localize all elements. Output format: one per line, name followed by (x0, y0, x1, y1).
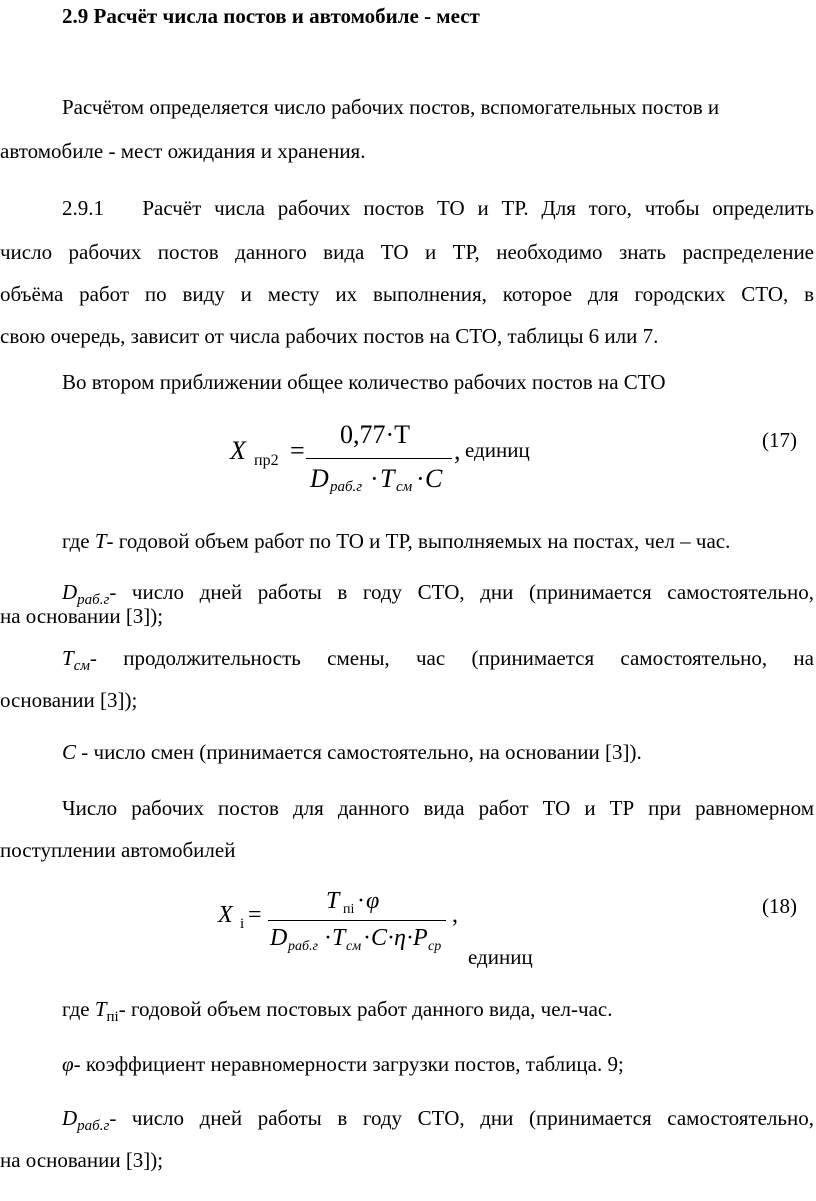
f17-den-C: C (425, 464, 443, 493)
f18-lhs-var: X (218, 902, 233, 928)
where17-D-sub: раб.г (77, 592, 110, 608)
f18-number: (18) (762, 894, 797, 918)
f18-num-T: T (326, 888, 340, 914)
f18-den-C: C (371, 925, 388, 951)
intro-line-1: Расчётом определяется число рабочих постов, вспомогательных постов и (62, 95, 720, 119)
where17-Tsm-line-1 (0, 646, 814, 674)
where17-D-line-2: на основании [3]); (0, 604, 164, 628)
where18-phi-var: φ (62, 1052, 74, 1076)
where18-D-var: D (62, 1106, 78, 1130)
where18-prefix: где (62, 997, 95, 1021)
f17-den-D: D (310, 464, 329, 493)
where18-D-text-1: - число дней работы в году СТО, дни (принимается самостоятельно, (109, 1106, 814, 1130)
f17-lhs-sub: пр2 (254, 452, 279, 469)
f18-den-dot-2: · (363, 925, 371, 951)
f18-comma: , (452, 902, 458, 928)
where17-D-var: D (62, 580, 78, 604)
uniform-line-2: поступлении автомобилей (0, 838, 236, 862)
section-291-line-2: число рабочих постов данного вида ТО и ТР, необходимо знать распределение (0, 240, 814, 264)
where18-Tpi-text: - годовой объем постовых работ данного вида, чел-час. (118, 997, 613, 1021)
where18-phi-text: - коэффициент неравномерности загрузки постов, таблица. 9; (73, 1052, 624, 1076)
f17-numerator: 0,77·T (340, 420, 411, 449)
f17-number: (17) (762, 428, 797, 452)
section-number: 2.9.1 (62, 196, 104, 220)
where17-D-text-1: - число дней работы в году СТО, дни (принимается самостоятельно, (109, 580, 814, 604)
f18-fraction-bar (268, 920, 446, 921)
where17-Tsm-sub: см (73, 658, 90, 674)
f18-den-P: P (413, 925, 428, 951)
where18-Tpi-sub: пi (106, 1009, 119, 1025)
uniform-line-1: Число рабочих постов для данного вида работ ТО и ТР при равномерном (62, 796, 814, 820)
section-291-line-3: объёма работ по виду и месту их выполнения, которое для городских СТО, в (0, 282, 814, 306)
f17-fraction-bar (306, 458, 452, 459)
section-291-line-1-text: Расчёт числа рабочих постов ТО и ТР. Для того, чтобы определить (142, 196, 814, 220)
where17-Tsm-line-2: основании [3]); (0, 688, 138, 712)
f17-den-D-sub: раб.г (330, 479, 363, 495)
f18-den-dot-4: · (406, 925, 414, 951)
section-291-line-4: свою очередь, зависит от числа рабочих постов на СТО, таблицы 6 или 7. (0, 324, 659, 348)
f17-comma: , (454, 436, 461, 465)
f18-den-P-sub: ср (428, 939, 442, 954)
section-heading: 2.9 Расчёт числа постов и автомобиле - мест (62, 4, 480, 28)
f17-dot-2: · (416, 464, 425, 493)
where17-C-line (62, 740, 642, 765)
where17-prefix: где (62, 529, 95, 553)
where18-D-line-2: на основании [3]); (0, 1148, 164, 1172)
f18-den-dot-3: · (387, 925, 395, 951)
where17-T-text: - годовой объем работ по ТО и ТР, выполняемых на постах, чел – час. (106, 529, 731, 553)
where17-T-line (62, 529, 730, 554)
f18-equals: = (248, 902, 262, 928)
f18-num-T-sub: пi (343, 902, 355, 917)
f17-den-T: T (380, 464, 395, 493)
where17-C-text: - число смен (принимается самостоятельно, на основании [3]). (76, 740, 642, 764)
section-291-line-1 (0, 196, 814, 221)
f17-equals: = (290, 436, 305, 465)
f17-dot-1: · (370, 464, 379, 493)
where17-C-var: C (62, 740, 77, 764)
where18-D-sub: раб.г (77, 1118, 110, 1134)
f18-den-T: T (332, 925, 346, 951)
f18-lhs-sub: i (240, 916, 245, 932)
f18-den-eta: η (394, 925, 406, 951)
f18-den-T-sub: см (346, 939, 362, 954)
intro-line-2: автомобиле - мест ожидания и хранения. (0, 139, 366, 163)
where18-D-line-1 (0, 1106, 814, 1134)
f17-lhs-var: X (230, 436, 246, 465)
where17-Tsm-text-1: - продолжительность смены, час (принимается самостоятельно, на (89, 646, 814, 670)
second-approx-text: Во втором приближении общее количество рабочих постов на СТО (62, 370, 666, 394)
f18-num-dot: · (357, 888, 365, 914)
where17-Tsm-var: T (62, 646, 74, 670)
where17-T-var: T (94, 529, 107, 553)
f18-den-dot-1: · (324, 925, 332, 951)
f17-unit: единиц (465, 438, 530, 462)
f18-unit: единиц (468, 945, 533, 969)
f18-den-D: D (270, 925, 288, 951)
f17-den-T-sub: см (396, 479, 413, 495)
f18-num-phi: φ (366, 888, 380, 914)
where18-phi-line (62, 1052, 624, 1077)
where18-Tpi-var: T (94, 997, 107, 1021)
where18-Tpi-line (62, 997, 613, 1025)
f18-den-D-sub: раб.г (288, 939, 319, 954)
where17-D-line-1 (0, 580, 814, 608)
